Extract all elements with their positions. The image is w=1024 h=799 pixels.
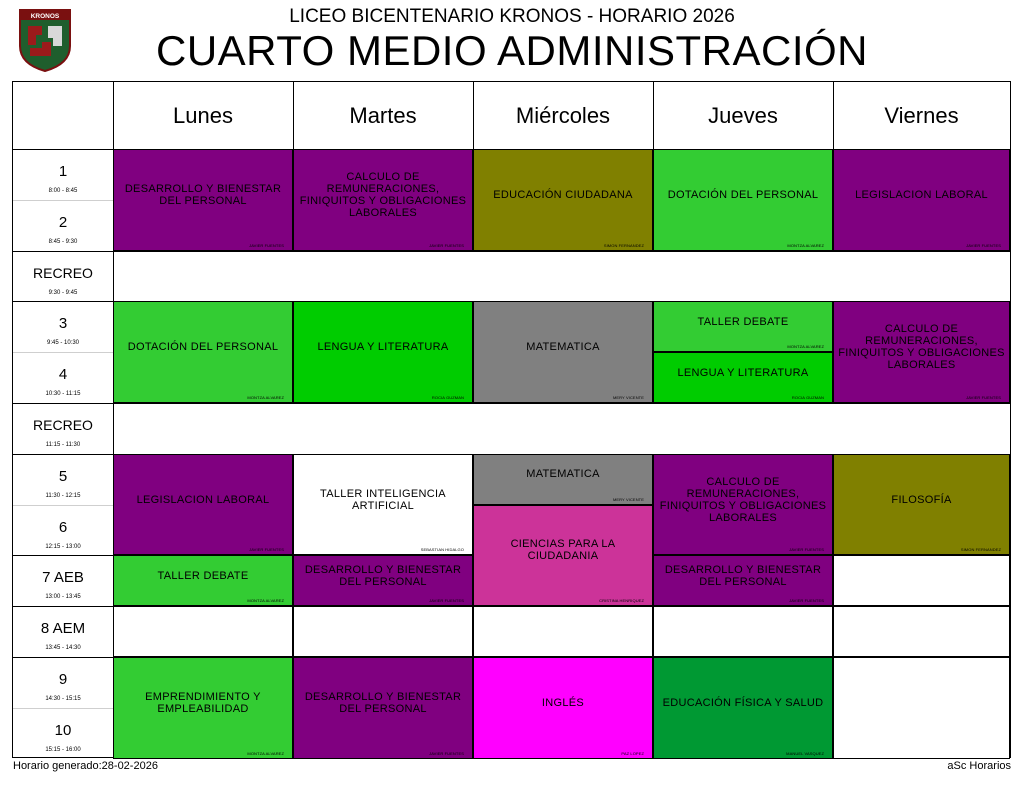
lesson-teacher: MONTZA ALVAREZ (787, 344, 824, 350)
period-time: 8:00 - 8:45 (48, 188, 78, 194)
row-divider (13, 403, 1010, 404)
period-time: 10:30 - 11:15 (45, 391, 81, 398)
lesson-subject: CIENCIAS PARA LA CIUDADANIA (510, 538, 616, 563)
lesson-teacher: JAVIER FUENTES (429, 750, 464, 756)
lesson-teacher: MONTZA ALVAREZ (247, 598, 284, 604)
lesson-teacher: PAZ LOPEZ (621, 750, 644, 756)
course-title: CUARTO MEDIO ADMINISTRACIÓN (155, 27, 869, 74)
period-label: 9 (58, 671, 68, 688)
lesson-teacher: SIMON FERNANDEZ (960, 547, 1001, 553)
period-label: 5 (58, 467, 68, 485)
lesson-calculo-de-remuneraciones-finiquitos-y-obligaciones-laborales (653, 454, 833, 556)
period-time: 12:15 - 13:00 (45, 543, 81, 550)
lesson-teacher: MERY VICENTE (612, 394, 644, 400)
period-divider (13, 708, 113, 709)
period-time: 11:15 - 11:30 (45, 442, 81, 448)
lesson-taller-debate (653, 301, 833, 352)
lesson-teacher: MANUEL VASQUEZ (786, 750, 824, 756)
lesson-subject: LEGISLACION LABORAL (136, 493, 270, 506)
lesson-teacher: MONTZA ALVAREZ (247, 750, 284, 756)
lesson-lengua-y-literatura (653, 352, 833, 403)
period-time: 9:30 - 9:45 (48, 289, 78, 296)
lesson-matematica (473, 454, 653, 505)
lesson-subject: TALLER DEBATE (157, 569, 249, 582)
row-divider (13, 251, 1010, 252)
svg-text:KRONOS: KRONOS (30, 13, 60, 20)
lesson-teacher: JAVIER FUENTES (249, 242, 284, 248)
lesson-subject: TALLER DEBATE (697, 315, 789, 328)
period-label: RECREO (33, 417, 93, 433)
lesson-teacher: SIMON FERNANDEZ (603, 242, 644, 248)
period-divider (13, 352, 113, 353)
lesson-subject: MATEMATICA (526, 341, 600, 354)
lesson-teacher: MERY VICENTE (612, 496, 644, 502)
lesson-teacher: JAVIER FUENTES (789, 547, 824, 553)
period-label: 6 (58, 518, 68, 536)
lesson-subject: DESARROLLO Y BIENESTAR DEL PERSONAL (304, 690, 462, 715)
empty-slot (113, 606, 293, 657)
lesson-subject: EDUCACIÓN FÍSICA Y SALUD (662, 696, 824, 709)
lesson-teacher: SEBASTIAN HIDALGO (420, 547, 464, 553)
lesson-teacher: JAVIER FUENTES (966, 394, 1001, 400)
period-label: 10 (54, 721, 72, 739)
lesson-teacher: CRISTINA HENRIQUEZ (599, 598, 644, 604)
lesson-desarrollo-y-bienestar-del-personal (113, 149, 293, 251)
period-divider (13, 505, 113, 506)
day-header-martes: Martes (349, 102, 417, 128)
lesson-teacher: JAVIER FUENTES (429, 598, 464, 604)
lesson-taller-debate (113, 555, 293, 606)
lesson-dotacion-del-personal (653, 149, 833, 251)
empty-slot (833, 606, 1010, 657)
period-time: 9:45 - 10:30 (46, 340, 80, 347)
lesson-emprendimiento-y-empleabilidad (113, 657, 293, 759)
empty-slot (293, 606, 473, 657)
lesson-subject: MATEMATICA (526, 468, 600, 481)
day-header-miercoles: Miércoles (515, 102, 611, 128)
lesson-ciencias-para-la-ciudadania (473, 505, 653, 607)
lesson-subject: FILOSOFÍA (891, 493, 952, 506)
lesson-subject: DESARROLLO Y BIENESTAR DEL PERSONAL (304, 563, 462, 588)
lesson-subject: CALCULO DE REMUNERACIONES, FINIQUITOS Y OBLIGACIONES LABORALES (838, 323, 1005, 372)
period-label: RECREO (33, 264, 93, 281)
lesson-educacion-ciudadana (473, 149, 653, 251)
day-header-jueves: Jueves (708, 102, 778, 128)
lesson-ingles (473, 657, 653, 759)
recess-row (113, 403, 1010, 454)
lesson-subject: LEGISLACION LABORAL (855, 188, 988, 201)
lesson-desarrollo-y-bienestar-del-personal (293, 555, 473, 606)
period-label: 7 AEB (42, 569, 84, 587)
timetable-grid (12, 81, 1011, 758)
lesson-teacher: JAVIER FUENTES (249, 547, 284, 553)
lesson-calculo-de-remuneraciones-finiquitos-y-obligaciones-laborales (833, 301, 1010, 403)
period-time: 14:30 - 15:15 (45, 696, 81, 702)
period-time: 13:00 - 13:45 (45, 594, 81, 601)
lesson-lengua-y-literatura (293, 301, 473, 403)
period-label: 1 (58, 163, 68, 180)
lesson-teacher: MONTZA ALVAREZ (247, 394, 284, 400)
lesson-desarrollo-y-bienestar-del-personal (653, 555, 833, 606)
lesson-teacher: ROCIA GUZMAN (791, 394, 824, 400)
lesson-teacher: ROCIA GUZMAN (431, 394, 464, 400)
lesson-teacher: JAVIER FUENTES (966, 242, 1001, 248)
lesson-subject: INGLÉS (541, 696, 585, 709)
generated-date: Horario generado:28-02-2026 (13, 760, 158, 772)
period-label: 2 (58, 213, 68, 231)
lesson-subject: EDUCACIÓN CIUDADANA (493, 188, 633, 201)
lesson-desarrollo-y-bienestar-del-personal (293, 657, 473, 759)
period-label: 3 (58, 315, 68, 333)
column-divider (833, 82, 834, 149)
software-credit: aSc Horarios (947, 760, 1011, 772)
lesson-subject: LENGUA Y LITERATURA (677, 366, 809, 379)
lesson-legislacion-laboral (833, 149, 1010, 251)
lesson-subject: DESARROLLO Y BIENESTAR DEL PERSONAL (664, 563, 822, 588)
empty-slot (653, 606, 833, 657)
lesson-calculo-de-remuneraciones-finiquitos-y-obligaciones-laborales (293, 149, 473, 251)
period-time: 8:45 - 9:30 (48, 238, 78, 245)
lesson-subject: DESARROLLO Y BIENESTAR DEL PERSONAL (124, 182, 282, 207)
period-time: 11:30 - 12:15 (45, 492, 81, 499)
lesson-filosofia (833, 454, 1010, 556)
lesson-subject: TALLER INTELIGENCIA ARTIFICIAL (320, 487, 446, 512)
lesson-educacion-fisica-y-salud (653, 657, 833, 759)
lesson-teacher: JAVIER FUENTES (429, 242, 464, 248)
column-divider (293, 82, 294, 149)
period-divider (13, 200, 113, 201)
lesson-subject: LENGUA Y LITERATURA (317, 341, 449, 354)
lesson-subject: DOTACIÓN DEL PERSONAL (127, 341, 279, 354)
lesson-teacher: MONTZA ALVAREZ (787, 242, 824, 248)
column-divider (653, 82, 654, 149)
recess-row (113, 251, 1010, 302)
period-label: 8 AEM (40, 620, 86, 638)
lesson-dotacion-del-personal (113, 301, 293, 403)
lesson-subject: EMPRENDIMIENTO Y EMPLEABILIDAD (145, 690, 261, 715)
column-divider (473, 82, 474, 149)
lesson-subject: DOTACIÓN DEL PERSONAL (667, 188, 819, 201)
empty-slot (833, 555, 1010, 606)
day-header-viernes: Viernes (884, 102, 959, 128)
lesson-subject: CALCULO DE REMUNERACIONES, FINIQUITOS Y OBLIGACIONES LABORALES (299, 170, 467, 219)
period-time: 13:45 - 14:30 (45, 645, 81, 652)
empty-slot (473, 606, 653, 657)
day-header-lunes: Lunes (173, 102, 233, 128)
lesson-taller-inteligencia-artificial (293, 454, 473, 556)
school-title: LICEO BICENTENARIO KRONOS - HORARIO 2026 (289, 6, 735, 27)
lesson-legislacion-laboral (113, 454, 293, 556)
period-time: 15:15 - 16:00 (45, 746, 81, 753)
period-label: 4 (58, 366, 68, 384)
empty-slot (833, 657, 1010, 759)
lesson-subject: CALCULO DE REMUNERACIONES, FINIQUITOS Y OBLIGACIONES LABORALES (659, 475, 827, 524)
lesson-matematica (473, 301, 653, 403)
lesson-teacher: JAVIER FUENTES (789, 598, 824, 604)
